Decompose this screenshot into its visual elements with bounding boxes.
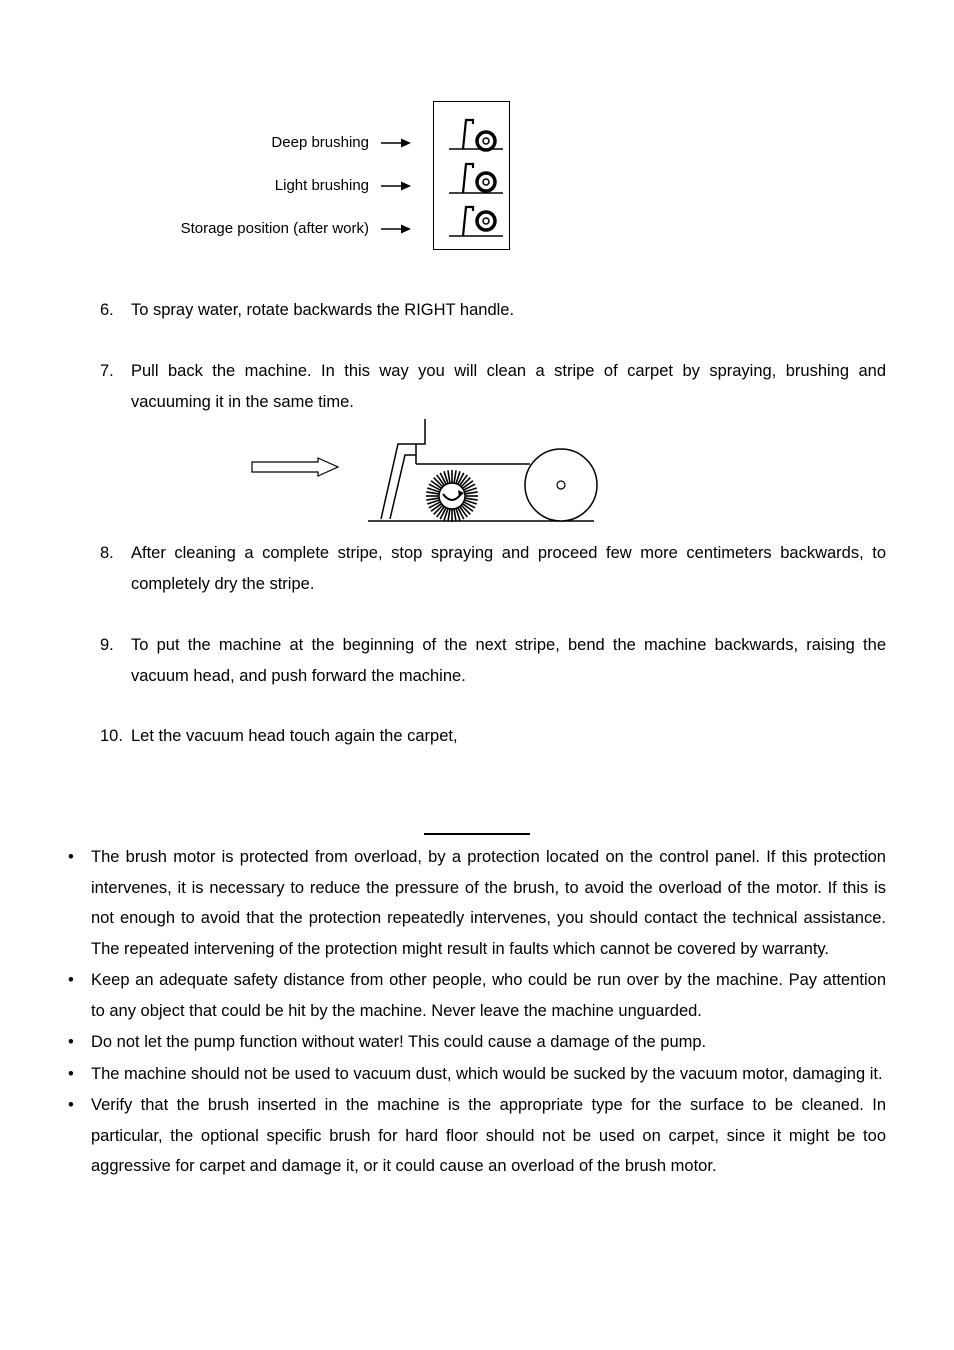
rear-wheel — [525, 449, 597, 521]
brush-roller — [426, 470, 478, 522]
step-text: Let the vacuum head touch again the carpet, — [131, 727, 458, 745]
list-item — [62, 1027, 886, 1058]
note-text: Verify that the brush inserted in the machine is the appropriate type for the surface to be cleaned. In particular, the optional specific brush for hard floor should not be used on carpet, since it might be too aggressive for carpet and damage it, or it could cause an overload of the brush motor. — [91, 1096, 886, 1175]
deep-brushing-position-icon — [447, 116, 503, 152]
machine-pull-back-diagram — [240, 414, 610, 529]
step-6 — [100, 295, 886, 326]
step-text: Pull back the machine. In this way you will clean a stripe of carpet by spraying, brushing and vacuuming it in the same time. — [131, 362, 886, 411]
step-number: 6. — [100, 301, 114, 319]
step-number: 7. — [100, 362, 114, 380]
arrow-right-icon — [381, 180, 411, 192]
legend-label-light-brushing: Light brushing — [274, 177, 369, 194]
step-number: 10. — [100, 727, 123, 745]
note-text: Do not let the pump function without water! This could cause a damage of the pump. — [91, 1033, 707, 1051]
list-item — [62, 1059, 886, 1090]
list-item — [62, 965, 886, 1026]
bullet-icon: • — [68, 848, 74, 866]
direction-arrow-icon — [252, 458, 338, 476]
step-text: To put the machine at the beginning of the next stripe, bend the machine backwards, raising the vacuum head, and push forward the machine. — [131, 636, 886, 685]
brush-position-panel — [433, 101, 510, 250]
note-text: The machine should not be used to vacuum dust, which would be sucked by the vacuum motor, damaging it. — [91, 1064, 883, 1083]
arrow-right-icon — [381, 223, 411, 235]
bullet-icon: • — [68, 1064, 74, 1083]
note-text: Keep an adequate safety distance from other people, who could be run over by the machine. Pay attention to any object that could be hit by the machine. Never leave the machine unguarded. — [91, 971, 886, 1020]
step-text: To spray water, rotate backwards the RIGHT handle. — [131, 301, 515, 319]
bullet-icon: • — [68, 1096, 74, 1114]
list-item — [62, 1090, 886, 1182]
warning-notes-list — [62, 842, 886, 1183]
section-divider — [424, 833, 530, 835]
legend-label-storage-position: Storage position (after work) — [180, 220, 369, 237]
note-text: The brush motor is protected from overload, by a protection located on the control panel. If this protection intervenes, it is necessary to reduce the pressure of the brush, to avoid the overload of the motor. If this is not enough to avoid that the protection repeatedly intervenes, you should contact the technical assistance. The repeated intervening of the protection might result in faults which cannot be covered by warranty. — [91, 848, 886, 958]
step-number: 8. — [100, 544, 114, 562]
bullet-icon: • — [68, 1033, 74, 1051]
arrow-right-icon — [381, 137, 411, 149]
step-8 — [100, 538, 886, 599]
step-9 — [100, 630, 886, 691]
bullet-icon: • — [68, 971, 74, 989]
light-brushing-position-icon — [447, 160, 503, 196]
list-item — [62, 842, 886, 964]
step-7 — [100, 356, 886, 417]
legend-label-deep-brushing: Deep brushing — [271, 134, 369, 151]
step-10 — [100, 721, 886, 752]
step-text: After cleaning a complete stripe, stop spraying and proceed few more centimeters backwards, to completely dry the stripe. — [131, 544, 886, 593]
storage-position-icon — [447, 203, 503, 239]
step-number: 9. — [100, 636, 114, 654]
